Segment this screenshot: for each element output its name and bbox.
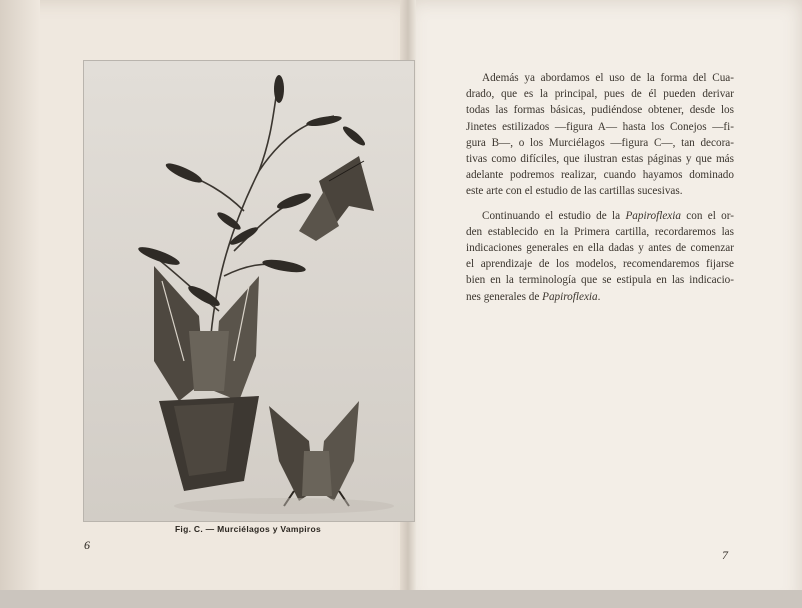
text-line: adelante podremos realizar, cuando hayamos dominado bbox=[466, 169, 734, 182]
background-strip bbox=[0, 590, 802, 608]
term-papiroflexia: Papiroflexia bbox=[625, 209, 681, 222]
paragraph-1 bbox=[466, 70, 734, 200]
text-line: el aprendizaje de los modelos, recomendaremos fijarse bbox=[466, 258, 734, 271]
paragraph-2 bbox=[466, 208, 734, 305]
text-line: Además ya abordamos el uso de la forma del Cua- bbox=[482, 72, 734, 84]
figure-photo-bats-and-vampires bbox=[83, 60, 415, 522]
body-text bbox=[466, 70, 734, 305]
figure-caption: Fig. C. — Murciélagos y Vampiros bbox=[174, 524, 322, 534]
text-line: todas las formas básicas, pudiéndose obtener, desde los bbox=[466, 104, 734, 117]
text-fragment: . bbox=[597, 290, 601, 303]
page-number-right: 7 bbox=[722, 548, 728, 562]
text-fragment: Continuando el estudio de la bbox=[482, 209, 626, 222]
text-line bbox=[466, 208, 734, 224]
text-line: este arte con el estudio de las cartillas sucesivas. bbox=[466, 185, 683, 198]
text-line: gura B—, o los Murciélagos —figura C—, tan decora- bbox=[466, 136, 734, 149]
page-number-left: 6 bbox=[84, 538, 90, 552]
text-fragment: con el or- bbox=[680, 209, 734, 222]
text-line: indicaciones generales en ella dadas y antes de comenzar bbox=[466, 242, 734, 255]
text-line: bien en la terminología que se estipula en las indicacio- bbox=[466, 274, 734, 287]
text-line: tivas como difíciles, que ilustran estas páginas y que más bbox=[466, 153, 734, 166]
text-line: Jinetes estilizados —figura A— hasta los Conejos —fi- bbox=[466, 120, 734, 133]
page-edge bbox=[0, 0, 40, 608]
text-line: den establecido en la Primera cartilla, recordaremos las bbox=[466, 225, 734, 238]
text-fragment: nes generales de bbox=[466, 290, 543, 303]
text-line: drado, que es la principal, pues de él pueden derivar bbox=[466, 88, 734, 101]
term-papiroflexia: Papiroflexia bbox=[542, 290, 598, 303]
text-line bbox=[466, 289, 734, 305]
